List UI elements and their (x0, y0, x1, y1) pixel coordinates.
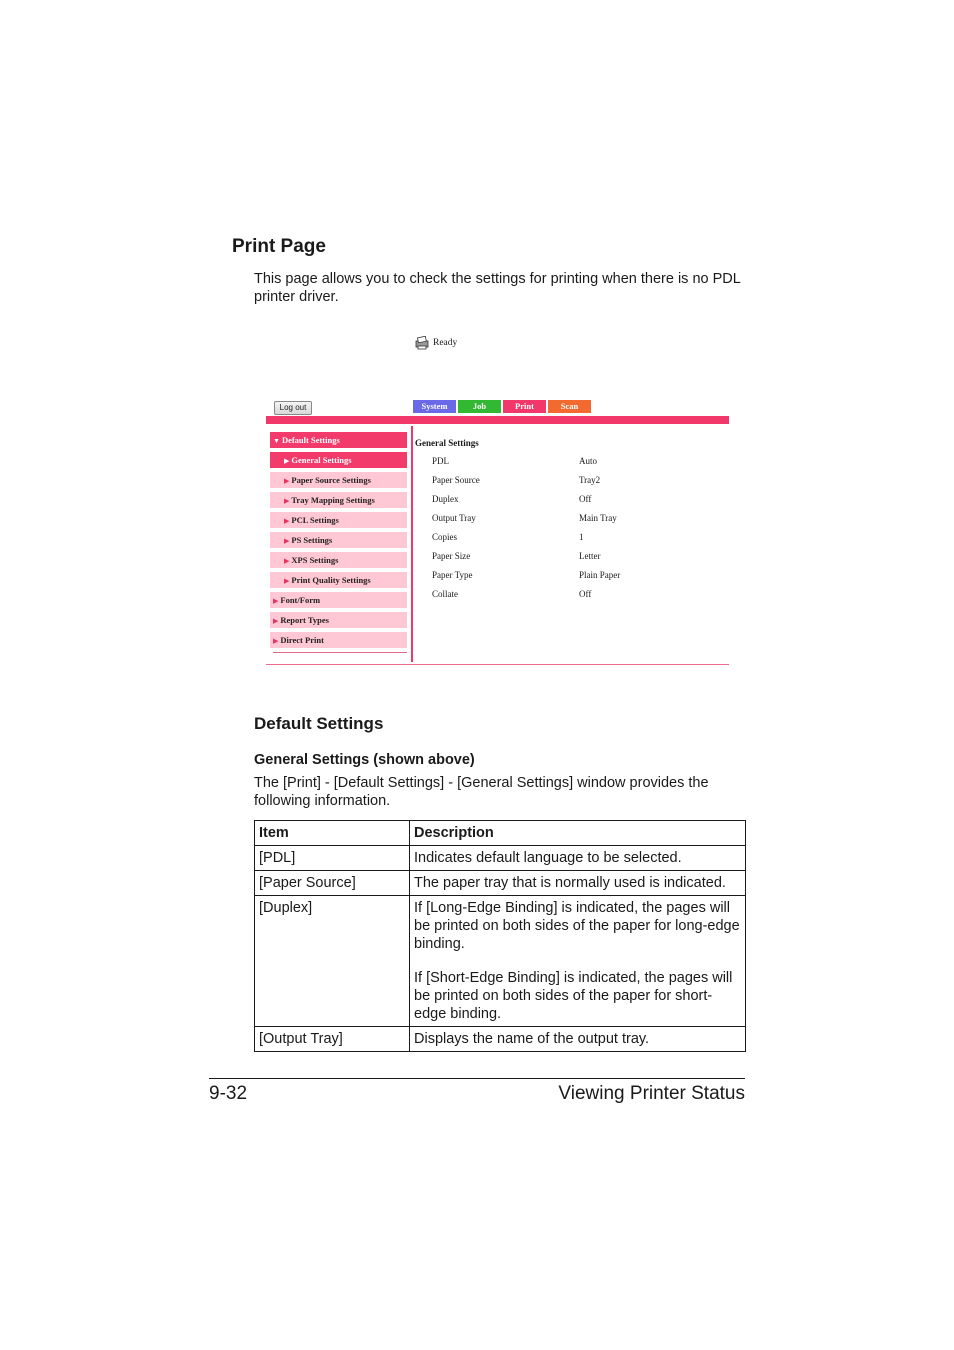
subsection-title: Default Settings (254, 714, 384, 733)
item-cell: [Output Tray] (255, 1027, 410, 1052)
menu-item-label: Report Types (280, 615, 329, 625)
triangle-right-icon: ▶ (284, 557, 290, 565)
menu-item-default-settings[interactable] (270, 432, 407, 448)
table-row (255, 896, 746, 1027)
menu-item-direct-print[interactable] (270, 632, 407, 648)
triangle-right-icon: ▶ (284, 477, 290, 485)
tab-scan[interactable]: Scan (548, 400, 591, 413)
settings-menu (270, 432, 407, 653)
tab-print[interactable]: Print (503, 400, 546, 413)
menu-item-label: Paper Source Settings (291, 475, 371, 485)
page-number: 9-32 (209, 1083, 248, 1104)
setting-key: Paper Type (432, 570, 473, 580)
description-paragraph: Displays the name of the output tray. (414, 1031, 650, 1047)
tab-system[interactable]: System (413, 400, 456, 413)
menu-item-label: Tray Mapping Settings (291, 495, 375, 505)
menu-item-label: Direct Print (280, 635, 324, 645)
triangle-right-icon: ▶ (284, 457, 290, 465)
setting-row (432, 513, 732, 525)
menu-item-print-quality-settings[interactable] (270, 572, 407, 588)
item-cell: [PDL] (255, 846, 410, 871)
setting-row (432, 589, 732, 601)
menu-item-label: XPS Settings (291, 555, 339, 565)
setting-row (432, 532, 732, 544)
menu-item-label: Print Quality Settings (291, 575, 371, 585)
panel-title: General Settings (415, 438, 479, 448)
header-description: Description (410, 821, 746, 846)
header-bar (266, 416, 729, 424)
bottom-divider (266, 664, 729, 665)
triangle-right-icon: ▶ (273, 637, 279, 645)
setting-row (432, 456, 732, 468)
description-cell (410, 846, 746, 871)
menu-item-pcl-settings[interactable] (270, 512, 407, 528)
table-row (255, 871, 746, 896)
triangle-right-icon: ▶ (284, 497, 290, 505)
menu-item-font-form[interactable] (270, 592, 407, 608)
setting-key: Duplex (432, 494, 459, 504)
setting-key: Paper Source (432, 475, 480, 485)
menu-item-label: PCL Settings (291, 515, 339, 525)
setting-value: Tray2 (579, 475, 601, 485)
setting-key: Output Tray (432, 513, 476, 523)
setting-row (432, 551, 732, 563)
description-paragraph: Indicates default language to be selected. (414, 850, 682, 866)
chapter-title: Viewing Printer Status (558, 1083, 745, 1104)
triangle-right-icon: ▶ (284, 537, 290, 545)
settings-table (254, 820, 746, 1052)
triangle-right-icon: ▶ (284, 517, 290, 525)
menu-bottom-line (273, 652, 407, 653)
triangle-right-icon: ▶ (284, 577, 290, 585)
printer-status (414, 336, 457, 350)
setting-value: Plain Paper (579, 570, 621, 580)
description-paragraph: If [Long-Edge Binding] is indicated, the pages will be printed on both sides of the paper for long-edge binding. (414, 900, 740, 952)
menu-item-xps-settings[interactable] (270, 552, 407, 568)
menu-item-label: Default Settings (281, 435, 340, 445)
tab-bar (413, 400, 591, 413)
menu-item-label: General Settings (291, 455, 352, 465)
menu-item-label: Font/Form (280, 595, 321, 605)
setting-value: Off (579, 589, 592, 599)
setting-row (432, 475, 732, 487)
menu-item-tray-mapping-settings[interactable] (270, 492, 407, 508)
description-paragraph: The paper tray that is normally used is indicated. (414, 875, 726, 891)
setting-value: Letter (579, 551, 601, 561)
setting-key: Collate (432, 589, 458, 599)
description-cell (410, 896, 746, 1027)
panel-divider (411, 426, 413, 662)
header-item: Item (255, 821, 410, 846)
description-paragraph: If [Short-Edge Binding] is indicated, the pages will be printed on both sides of the paper for short-edge binding. (414, 970, 733, 1022)
subsubsection-title: General Settings (shown above) (254, 752, 475, 768)
description-cell (410, 1027, 746, 1052)
web-ui-screenshot (264, 330, 732, 670)
item-cell: [Duplex] (255, 896, 410, 1027)
setting-row (432, 570, 732, 582)
tab-job[interactable]: Job (458, 400, 501, 413)
menu-item-general-settings[interactable] (270, 452, 407, 468)
setting-row (432, 494, 732, 506)
menu-item-report-types[interactable] (270, 612, 407, 628)
item-cell: [Paper Source] (255, 871, 410, 896)
description-cell (410, 871, 746, 896)
table-row (255, 1027, 746, 1052)
logout-button[interactable]: Log out (274, 401, 312, 415)
table-row (255, 846, 746, 871)
intro-text: This page allows you to check the settings for printing when there is no PDL printer driver. (254, 271, 741, 305)
menu-item-paper-source-settings[interactable] (270, 472, 407, 488)
menu-item-label: PS Settings (291, 535, 333, 545)
section-title: Print Page (232, 236, 326, 257)
triangle-down-icon: ▼ (273, 437, 280, 445)
setting-key: Paper Size (432, 551, 471, 561)
setting-key: PDL (432, 456, 450, 466)
printer-icon (414, 336, 430, 350)
footer-divider (209, 1078, 745, 1079)
status-text: Ready (433, 338, 458, 348)
setting-key: Copies (432, 532, 458, 542)
triangle-right-icon: ▶ (273, 617, 279, 625)
setting-value: Main Tray (579, 513, 617, 523)
description-text: The [Print] - [Default Settings] - [General Settings] window provides the following information. (254, 775, 709, 809)
triangle-right-icon: ▶ (273, 597, 279, 605)
setting-value: Off (579, 494, 592, 504)
setting-value: 1 (579, 532, 584, 542)
table-header-row (255, 821, 746, 846)
setting-value: Auto (579, 456, 597, 466)
menu-item-ps-settings[interactable] (270, 532, 407, 548)
